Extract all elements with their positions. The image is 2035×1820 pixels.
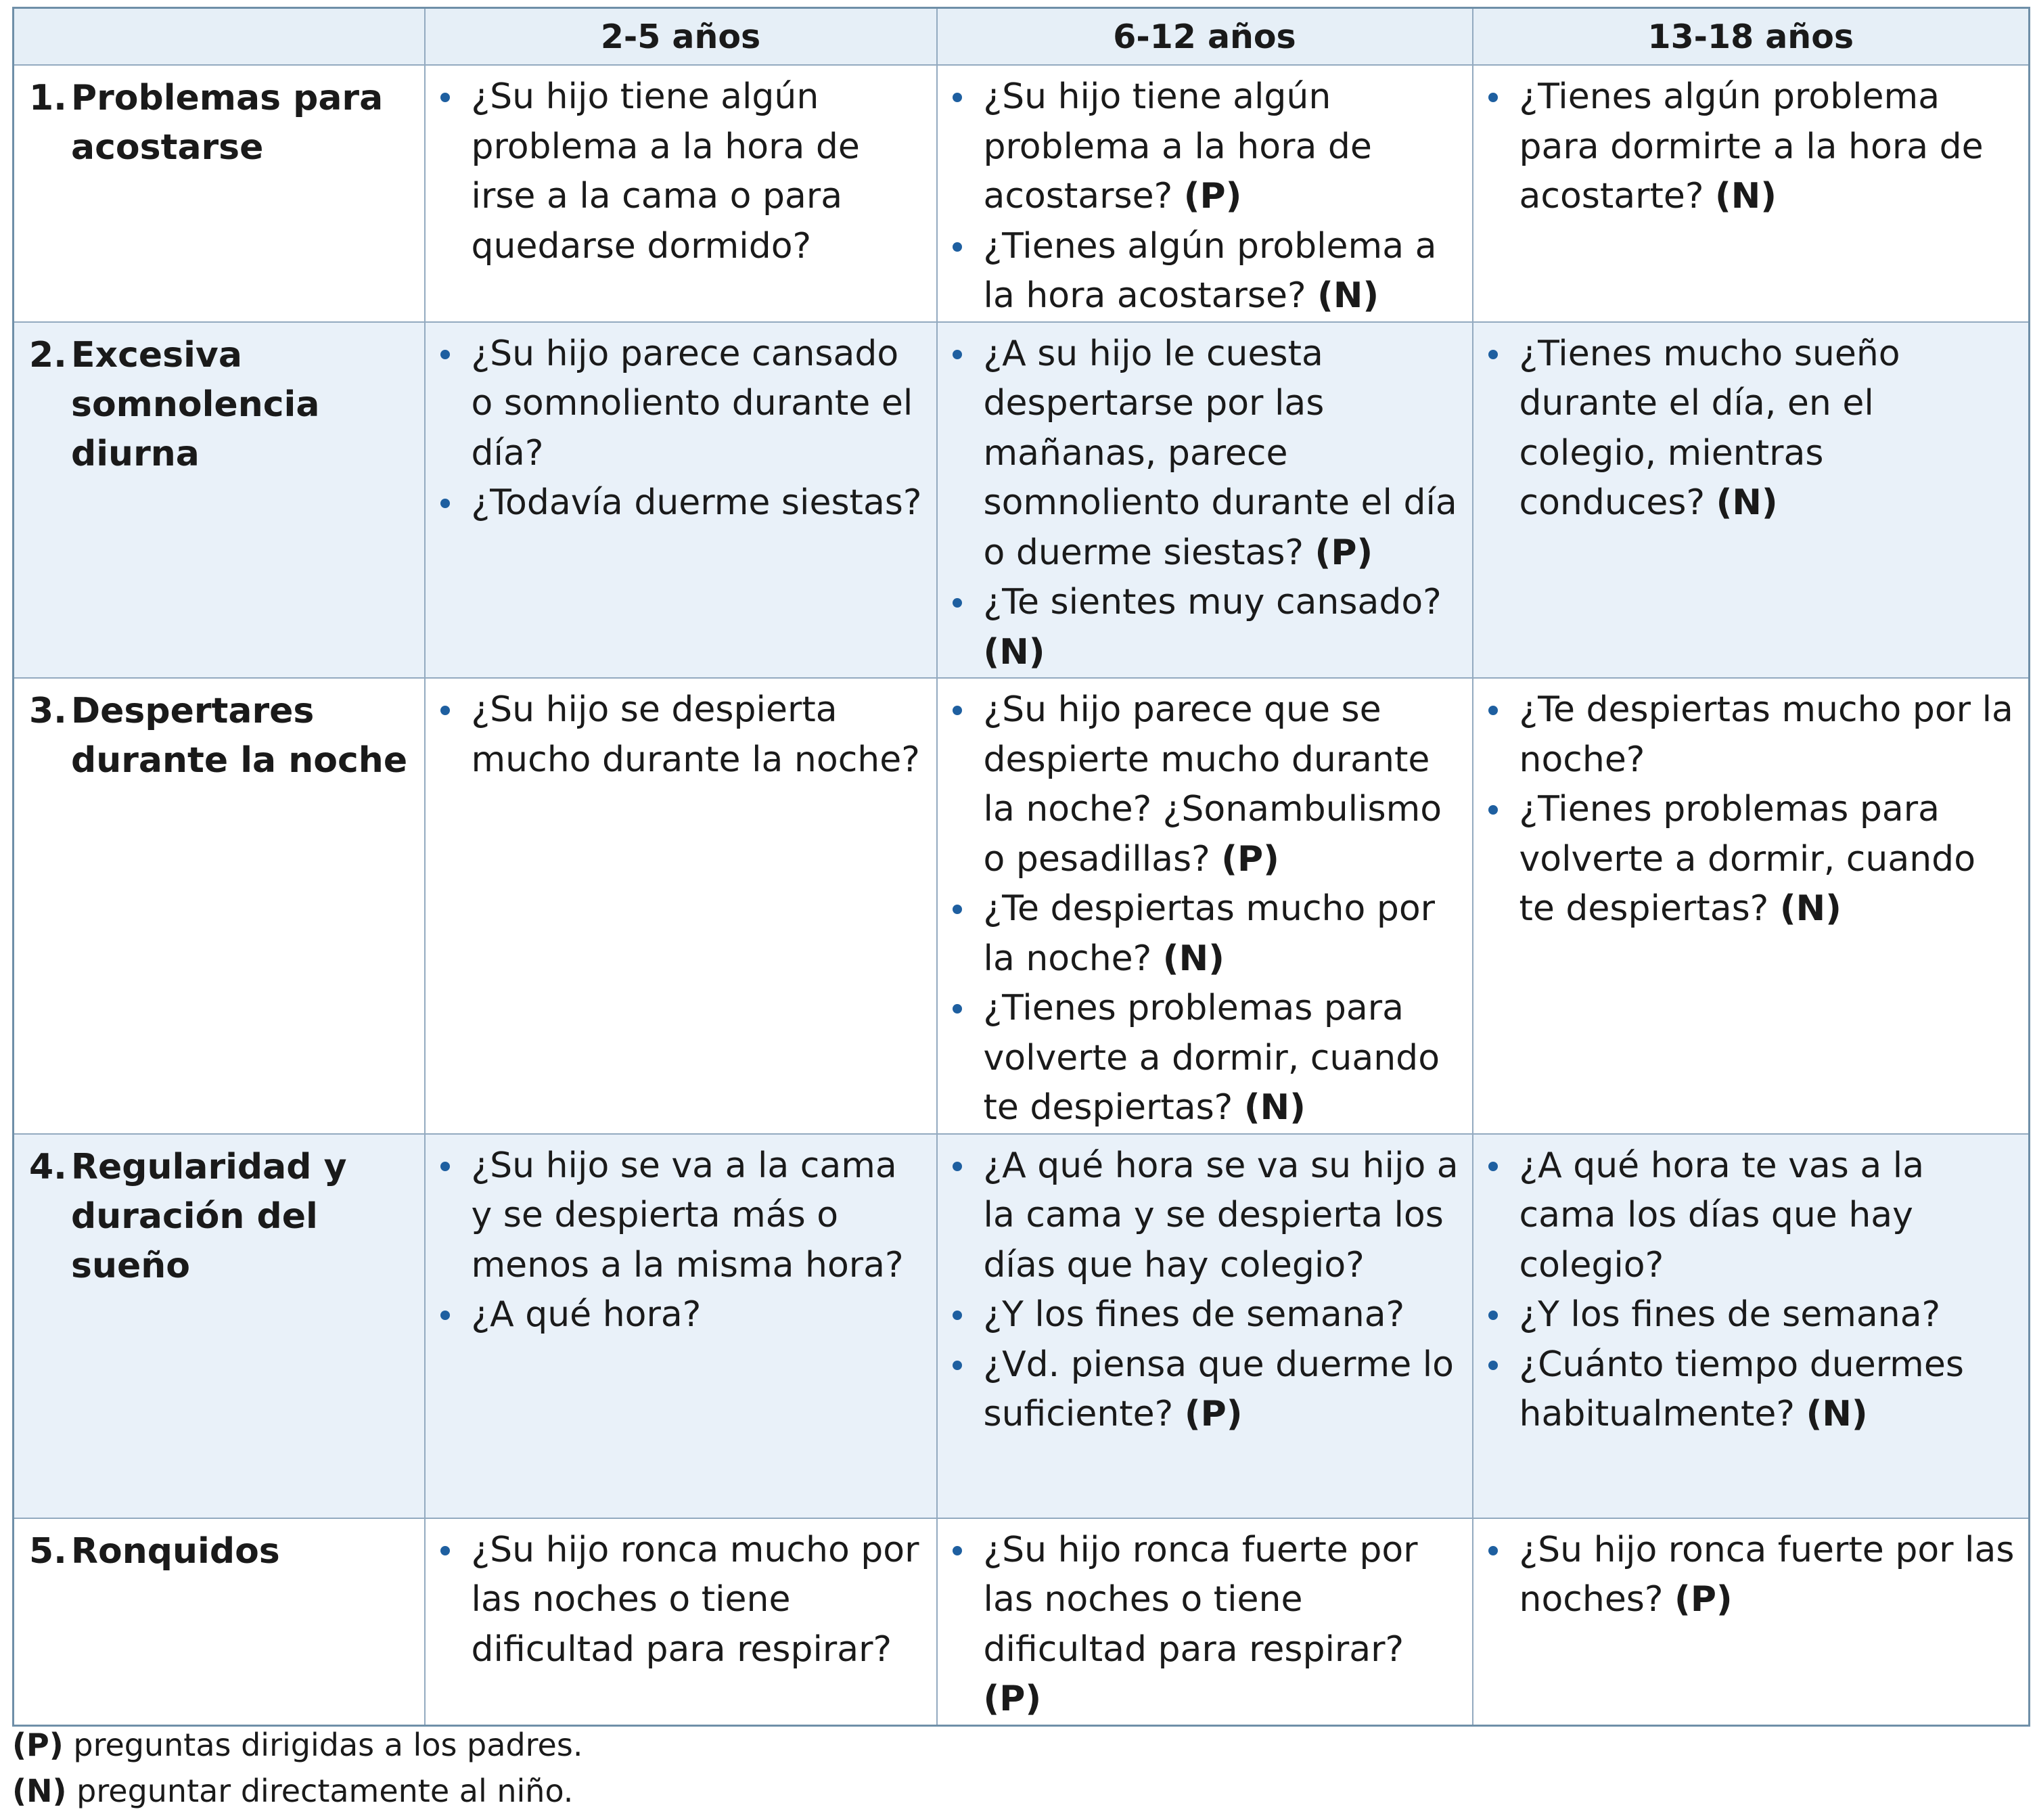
footnotes [12, 1722, 582, 1814]
question-text: ¿A qué hora? [471, 1294, 702, 1335]
question-list [438, 72, 928, 271]
question-item [1486, 1526, 2021, 1625]
sleep-screening-table-container [12, 7, 2028, 1727]
question-list [1486, 685, 2021, 934]
question-item [1486, 329, 2021, 528]
questions-cell-13-18 [1473, 678, 2030, 1134]
respondent-tag: (P) [983, 1679, 1042, 1719]
questions-cell-6-12 [937, 322, 1473, 679]
category-cell [14, 1518, 425, 1726]
questions-cell-13-18 [1473, 1134, 2030, 1518]
questions-cell-6-12 [937, 1518, 1473, 1726]
question-item [1486, 685, 2021, 785]
table-row [14, 65, 2030, 322]
question-list [438, 1141, 928, 1340]
footnote-tag: (P) [12, 1727, 64, 1763]
category-number: 4. [29, 1146, 67, 1187]
category-label [29, 74, 417, 173]
question-text: ¿Tienes algún problema para dormirte a la hora de acostarte? [1519, 76, 1984, 217]
bullet-icon [953, 1311, 962, 1320]
question-list [1486, 72, 2021, 222]
category-name: Despertares durante la noche [71, 691, 408, 781]
bullet-icon [953, 905, 962, 914]
bullet-icon [440, 1546, 450, 1555]
question-item [950, 984, 1464, 1133]
category-name: Excesiva somnolencia diurna [71, 334, 320, 474]
header-age-13-18: 13-18 años [1473, 8, 2030, 66]
question-text: ¿Te despiertas mucho por la noche? [1519, 689, 2013, 780]
question-text: ¿Te despiertas mucho por la noche? [983, 888, 1436, 979]
question-text: ¿Te sientes muy cansado? [983, 582, 1442, 622]
category-cell [14, 65, 425, 322]
bullet-icon [1488, 805, 1498, 815]
footnote-text: preguntar directamente al niño. [76, 1773, 574, 1809]
respondent-tag: (N) [1715, 176, 1777, 217]
question-text: ¿Cuánto tiempo duermes habitualmente? [1519, 1344, 1964, 1434]
question-item [950, 1141, 1464, 1291]
bullet-icon [1488, 350, 1498, 359]
bullet-icon [440, 1162, 450, 1171]
respondent-tag: (N) [1162, 938, 1225, 979]
question-text: ¿Vd. piensa que duerme lo suficiente? [983, 1344, 1454, 1434]
question-item [1486, 1290, 2021, 1340]
respondent-tag: (N) [1243, 1087, 1306, 1128]
category-label [29, 687, 417, 786]
category-number: 3. [29, 691, 67, 731]
question-list [438, 1526, 928, 1675]
question-text: ¿Su hijo se despierta mucho durante la noche? [471, 689, 920, 780]
table-row [14, 322, 2030, 679]
question-item [950, 72, 1464, 222]
bullet-icon [440, 1311, 450, 1320]
question-item [950, 222, 1464, 321]
question-text: ¿Y los fines de semana? [1519, 1294, 1941, 1335]
question-list [950, 329, 1464, 678]
footnote-tag: (N) [12, 1773, 67, 1809]
category-label [29, 1527, 417, 1576]
question-text: ¿Su hijo ronca fuerte por las noches? [1519, 1529, 2015, 1620]
category-name: Ronquidos [71, 1530, 280, 1572]
question-list [950, 685, 1464, 1133]
questions-cell-13-18 [1473, 1518, 2030, 1726]
bullet-icon [440, 706, 450, 715]
question-item [1486, 785, 2021, 934]
category-number: 1. [29, 78, 67, 118]
question-text: ¿Y los fines de semana? [983, 1294, 1405, 1335]
respondent-tag: (N) [1779, 888, 1842, 929]
question-text: ¿Su hijo tiene algún problema a la hora de irse a la cama o para quedarse dormido? [471, 76, 860, 267]
question-text: ¿Tienes problemas para volverte a dormir, cuando te despiertas? [1519, 789, 1976, 929]
category-number: 2. [29, 334, 67, 376]
question-item [438, 1141, 928, 1291]
header-corner-cell [14, 8, 425, 66]
category-cell [14, 322, 425, 679]
questions-cell-6-12 [937, 1134, 1473, 1518]
question-text: ¿Su hijo parece que se despierte mucho durante la noche? ¿Sonambulismo o pesadillas? [983, 689, 1442, 880]
bullet-icon [440, 93, 450, 102]
respondent-tag: (P) [1314, 532, 1373, 573]
questions-cell-2-5 [425, 1518, 937, 1726]
question-text: ¿Tienes algún problema a la hora acostarse? [983, 225, 1437, 316]
question-item [438, 329, 928, 479]
bullet-icon [953, 350, 962, 359]
category-number: 5. [29, 1530, 67, 1572]
question-list [950, 1526, 1464, 1725]
questions-cell-13-18 [1473, 65, 2030, 322]
question-item [438, 478, 928, 528]
question-item [1486, 1141, 2021, 1291]
question-item [438, 1526, 928, 1675]
question-item [1486, 1340, 2021, 1440]
question-item [950, 329, 1464, 578]
respondent-tag: (P) [1184, 1394, 1243, 1434]
question-text: ¿Tienes mucho sueño durante el día, en el colegio, mientras conduces? [1519, 333, 1900, 523]
questions-cell-2-5 [425, 678, 937, 1134]
respondent-tag: (P) [1674, 1579, 1733, 1620]
category-name: Problemas para acostarse [71, 78, 384, 168]
question-item [950, 685, 1464, 884]
question-list [1486, 1141, 2021, 1440]
category-cell [14, 1134, 425, 1518]
question-text: ¿Todavía duerme siestas? [471, 482, 922, 523]
question-item [438, 685, 928, 785]
question-item [950, 884, 1464, 984]
question-list [438, 329, 928, 528]
category-label [29, 331, 417, 479]
questions-cell-6-12 [937, 65, 1473, 322]
bullet-icon [1488, 1546, 1498, 1555]
question-text: ¿Tienes problemas para volverte a dormir, cuando te despiertas? [983, 988, 1440, 1128]
respondent-tag: (N) [1317, 275, 1379, 316]
bullet-icon [953, 1361, 962, 1370]
category-label [29, 1143, 417, 1291]
question-text: ¿Su hijo ronca mucho por las noches o tiene dificultad para respirar? [471, 1529, 919, 1670]
question-text: ¿Su hijo tiene algún problema a la hora de acostarse? [983, 76, 1372, 217]
footnote-line [12, 1768, 582, 1814]
questions-cell-2-5 [425, 65, 937, 322]
question-list [1486, 1526, 2021, 1625]
bullet-icon [953, 93, 962, 102]
questions-cell-6-12 [937, 678, 1473, 1134]
question-item [438, 1290, 928, 1340]
category-cell [14, 678, 425, 1134]
bullet-icon [953, 242, 962, 252]
respondent-tag: (N) [1806, 1394, 1868, 1434]
question-text: ¿A qué hora te vas a la cama los días que hay colegio? [1519, 1145, 1925, 1286]
bullet-icon [1488, 93, 1498, 102]
question-text: ¿A qué hora se va su hijo a la cama y se despierta los días que hay colegio? [983, 1145, 1459, 1286]
bullet-icon [1488, 706, 1498, 715]
respondent-tag: (P) [1183, 176, 1242, 217]
questions-cell-2-5 [425, 322, 937, 679]
header-row [14, 8, 2030, 66]
bullet-icon [953, 1546, 962, 1555]
respondent-tag: (N) [983, 631, 1045, 673]
bullet-icon [1488, 1311, 1498, 1320]
bullet-icon [953, 1004, 962, 1014]
respondent-tag: (P) [1221, 838, 1279, 880]
bullet-icon [1488, 1162, 1498, 1171]
question-item [1486, 72, 2021, 222]
question-item [438, 72, 928, 271]
question-list [438, 685, 928, 785]
bullet-icon [1488, 1361, 1498, 1370]
header-age-2-5: 2-5 años [425, 8, 937, 66]
questions-cell-2-5 [425, 1134, 937, 1518]
bullet-icon [953, 706, 962, 715]
bullet-icon [953, 1162, 962, 1171]
table-row [14, 1134, 2030, 1518]
question-text: ¿Su hijo se va a la cama y se despierta más o menos a la misma hora? [471, 1145, 904, 1286]
question-item [950, 1290, 1464, 1340]
footnote-text: preguntas dirigidas a los padres. [73, 1727, 583, 1763]
header-age-6-12: 6-12 años [937, 8, 1473, 66]
bullet-icon [953, 598, 962, 608]
footnote-line [12, 1722, 582, 1768]
respondent-tag: (N) [1716, 482, 1778, 523]
table-row [14, 678, 2030, 1134]
question-text: ¿Su hijo ronca fuerte por las noches o tiene dificultad para respirar? [983, 1529, 1418, 1670]
question-text: ¿Su hijo parece cansado o somnoliento durante el día? [471, 333, 913, 474]
question-list [950, 1141, 1464, 1440]
question-item [950, 1526, 1464, 1725]
bullet-icon [440, 499, 450, 508]
question-item [950, 578, 1464, 677]
question-list [950, 72, 1464, 321]
question-item [950, 1340, 1464, 1440]
bullet-icon [440, 350, 450, 359]
category-name: Regularidad y duración del sueño [71, 1146, 347, 1286]
question-text: ¿A su hijo le cuesta despertarse por las mañanas, parece somnoliento durante el día o duerme siestas? [983, 333, 1457, 573]
sleep-screening-table [12, 7, 2030, 1727]
table-row [14, 1518, 2030, 1726]
questions-cell-13-18 [1473, 322, 2030, 679]
question-list [1486, 329, 2021, 528]
